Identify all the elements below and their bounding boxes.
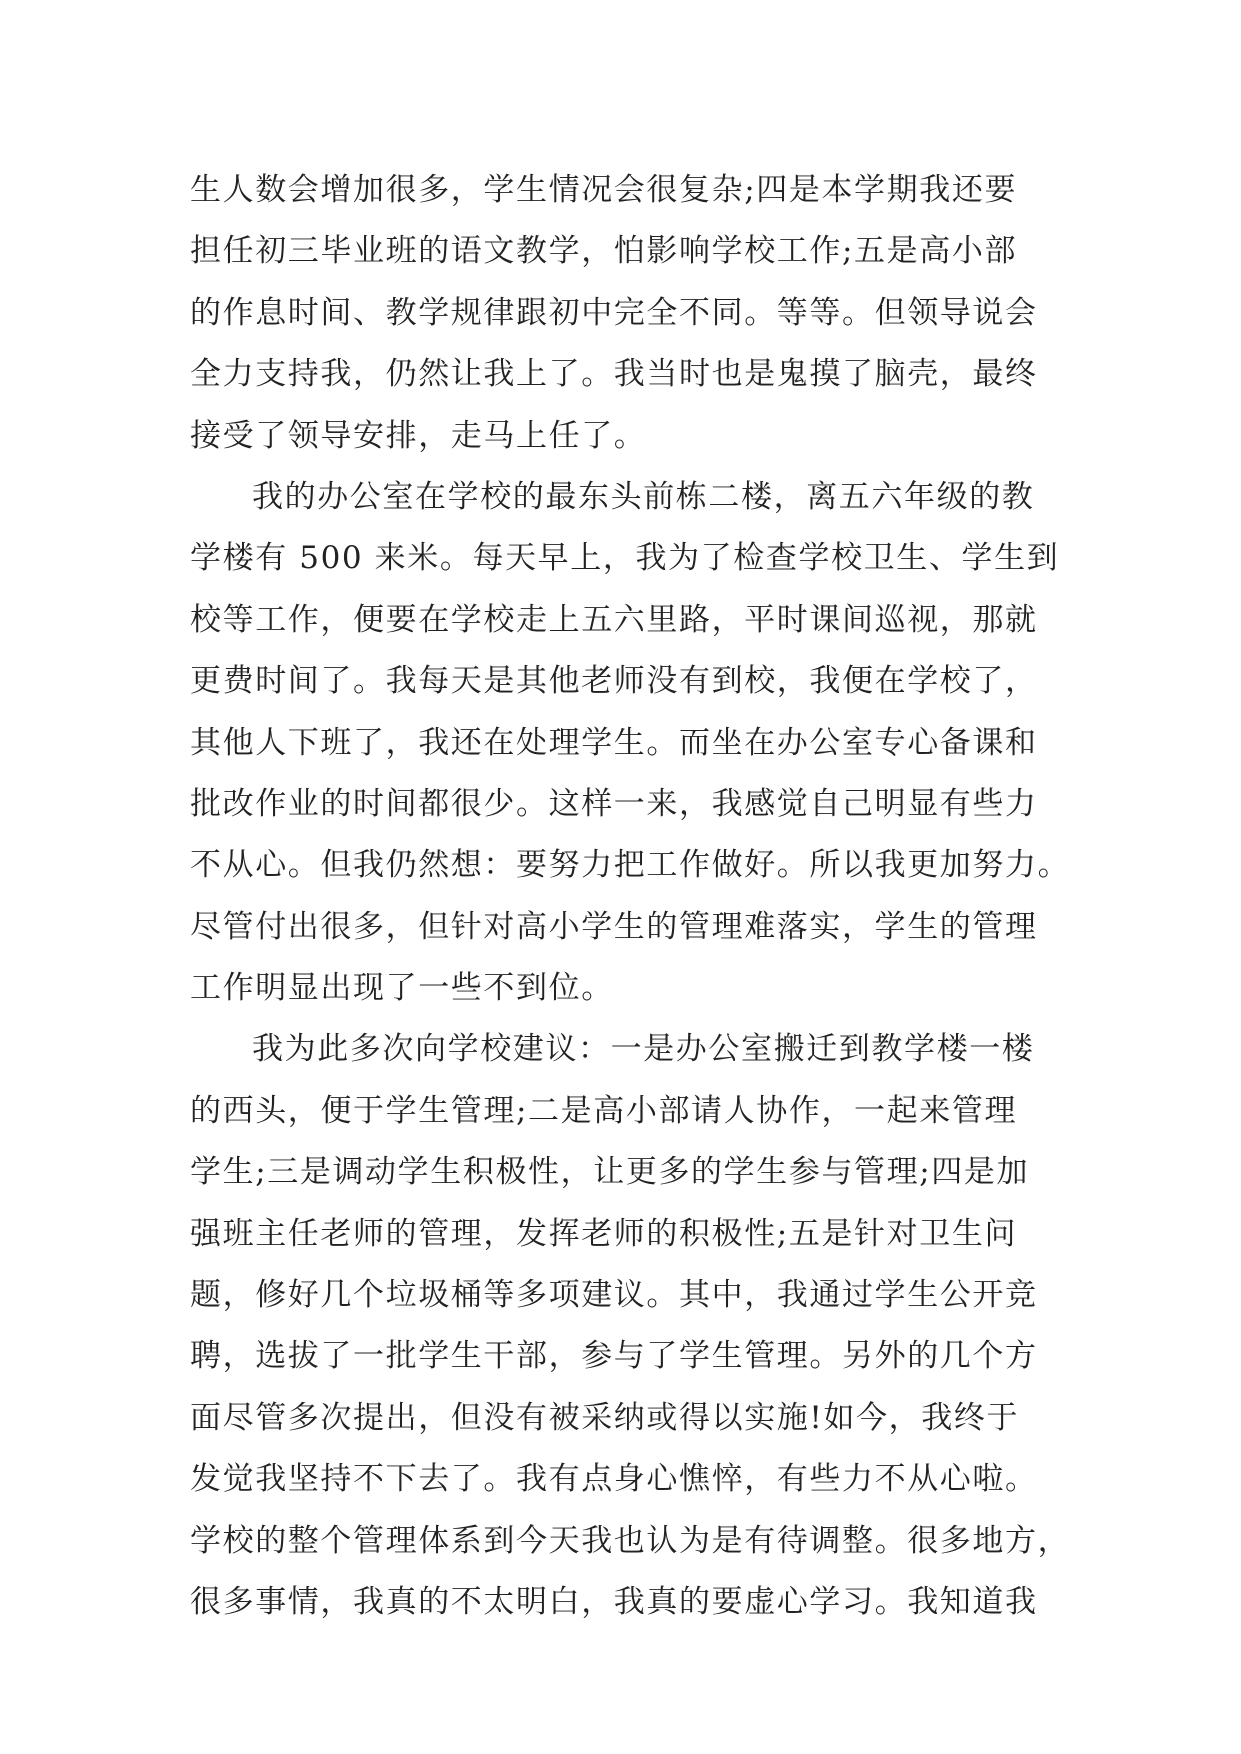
text-line: 校等工作，便要在学校走上五六里路，平时课间巡视，那就 (190, 601, 1038, 638)
text-line: 发觉我坚持不下去了。我有点身心憔悴，有些力不从心啦。 (190, 1461, 1038, 1498)
text-line: 生人数会增加很多，学生情况会很复杂;四是本学期我还要 (190, 172, 1018, 208)
text-line: 不从心。但我仍然想：要努力把工作做好。所以我更加努力。 (190, 847, 1071, 884)
text-line: 尽管付出很多，但针对高小学生的管理难落实，学生的管理 (190, 908, 1038, 945)
text-line: 其他人下班了，我还在处理学生。而坐在办公室专心备课和 (190, 724, 1038, 761)
text-line: 的西头，便于学生管理;二是高小部请人协作，一起来管理 (190, 1092, 1018, 1129)
text-line: 学生;三是调动学生积极性，让更多的学生参与管理;四是加 (190, 1154, 1030, 1191)
text-line: 更费时间了。我每天是其他老师没有到校，我便在学校了， (190, 663, 1038, 700)
body-text (190, 160, 1070, 1633)
text-line: 聘，选拔了一批学生干部，参与了学生管理。另外的几个方 (190, 1338, 1038, 1375)
text-line: 强班主任老师的管理，发挥老师的积极性;五是针对卫生问 (190, 1215, 1018, 1252)
text-line: 接受了领导安排，走马上任了。 (190, 417, 647, 454)
paragraph-start-line: 我的办公室在学校的最东头前栋二楼，离五六年级的教 (252, 478, 1035, 515)
text-line: 工作明显出现了一些不到位。 (190, 970, 614, 1007)
text-line: 面尽管多次提出，但没有被采纳或得以实施!如今，我终于 (190, 1399, 1020, 1436)
text-line: 的作息时间、教学规律跟初中完全不同。等等。但领导说会 (190, 294, 1038, 331)
text-line: 学楼有 500 来米。每天早上，我为了检查学校卫生、学生到 (190, 540, 1060, 577)
text-line: 很多事情，我真的不太明白，我真的要虚心学习。我知道我 (190, 1583, 1038, 1620)
text-line: 题，修好几个垃圾桶等多项建议。其中，我通过学生公开竞 (190, 1277, 1038, 1314)
text-line: 担任初三毕业班的语文教学，怕影响学校工作;五是高小部 (190, 233, 1018, 270)
text-line: 批改作业的时间都很少。这样一来，我感觉自己明显有些力 (190, 785, 1038, 822)
text-line: 学校的整个管理体系到今天我也认为是有待调整。很多地方， (190, 1522, 1071, 1559)
text-line: 全力支持我，仍然让我上了。我当时也是鬼摸了脑壳，最终 (190, 356, 1038, 393)
paragraph-start-line: 我为此多次向学校建议：一是办公室搬迁到教学楼一楼 (252, 1031, 1035, 1068)
